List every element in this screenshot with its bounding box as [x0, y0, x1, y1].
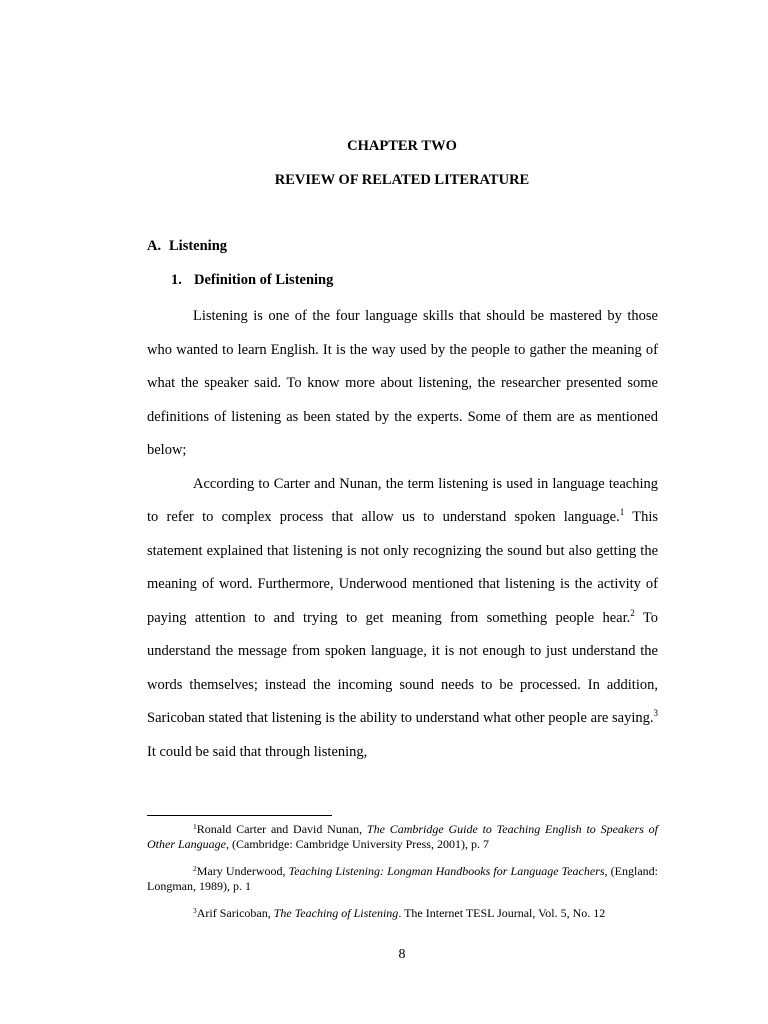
- footnote-marker: 2: [193, 864, 197, 873]
- footnote-details: , (Cambridge: Cambridge University Press, 2001), p. 7: [226, 837, 489, 851]
- footnote: [147, 822, 658, 852]
- paragraph-text: This statement explained that listening is not only recognizing the sound but also getting the meaning of word. Furthermore, Underwood mentioned that listening is the activity of paying attention to and trying to get meaning from something people hear.: [147, 509, 658, 626]
- subsection-number: 1.: [171, 272, 182, 288]
- footnotes: [147, 822, 658, 933]
- footnote-reference: 2: [630, 607, 635, 618]
- chapter-subtitle: REVIEW OF RELATED LITERATURE: [274, 172, 530, 188]
- section-number: A.: [147, 238, 162, 254]
- paragraph-text: According to Carter and Nunan, the term listening is used in language teaching to refer to complex process that allow us to understand spoken language.: [147, 475, 658, 525]
- footnote-title: The Teaching of Listening: [273, 906, 399, 920]
- footnote-author: Ronald Carter and David Nunan,: [196, 822, 367, 836]
- paragraph: Listening is one of the four language skills that should be mastered by those who wanted to learn English. It is the way used by the people to gather the meaning of what the speaker said. To know more about listening, the researcher presented some definitions of listening as been stated by the experts. Some of them are as mentioned below;: [147, 308, 658, 458]
- footnote-marker: 3: [193, 906, 197, 915]
- subsection-heading: [171, 272, 333, 289]
- footnote-title: Teaching Listening: Longman Handbooks for Language Teachers: [288, 864, 605, 878]
- footnote: [147, 906, 658, 921]
- footnote-title: The Cambridge Guide to Teaching English to Speakers of Other Language: [147, 822, 658, 851]
- footnote-details: . The Internet TESL Journal, Vol. 5, No. 12: [398, 906, 606, 920]
- footnote: [147, 864, 658, 894]
- footnote-marker: 1: [193, 822, 197, 831]
- footnote-reference: 1: [619, 507, 625, 517]
- paragraph-text: To understand the message from spoken language, it is not enough to just understand the words themselves; instead the incoming sound needs to be processed. In addition, Saricoban stated that listening is the ability to understand what other people are saying.: [147, 609, 658, 726]
- footnote-details: , (England: Longman, 1989), p. 1: [147, 864, 658, 893]
- footnote-divider: [147, 815, 332, 816]
- page-number: 8: [398, 947, 406, 962]
- body-text: [147, 300, 658, 769]
- footnote-author: Mary Underwood,: [196, 864, 289, 878]
- paragraph-text: It could be said that through listening,: [147, 743, 368, 760]
- footnote-reference: 3: [653, 708, 658, 718]
- subsection-title: Definition of Listening: [194, 272, 334, 288]
- chapter-title: CHAPTER TWO: [347, 138, 457, 154]
- paragraph: [147, 468, 658, 770]
- section-heading: [147, 238, 227, 255]
- footnote-author: Arif Saricoban,: [196, 906, 274, 920]
- section-title: Listening: [169, 238, 228, 254]
